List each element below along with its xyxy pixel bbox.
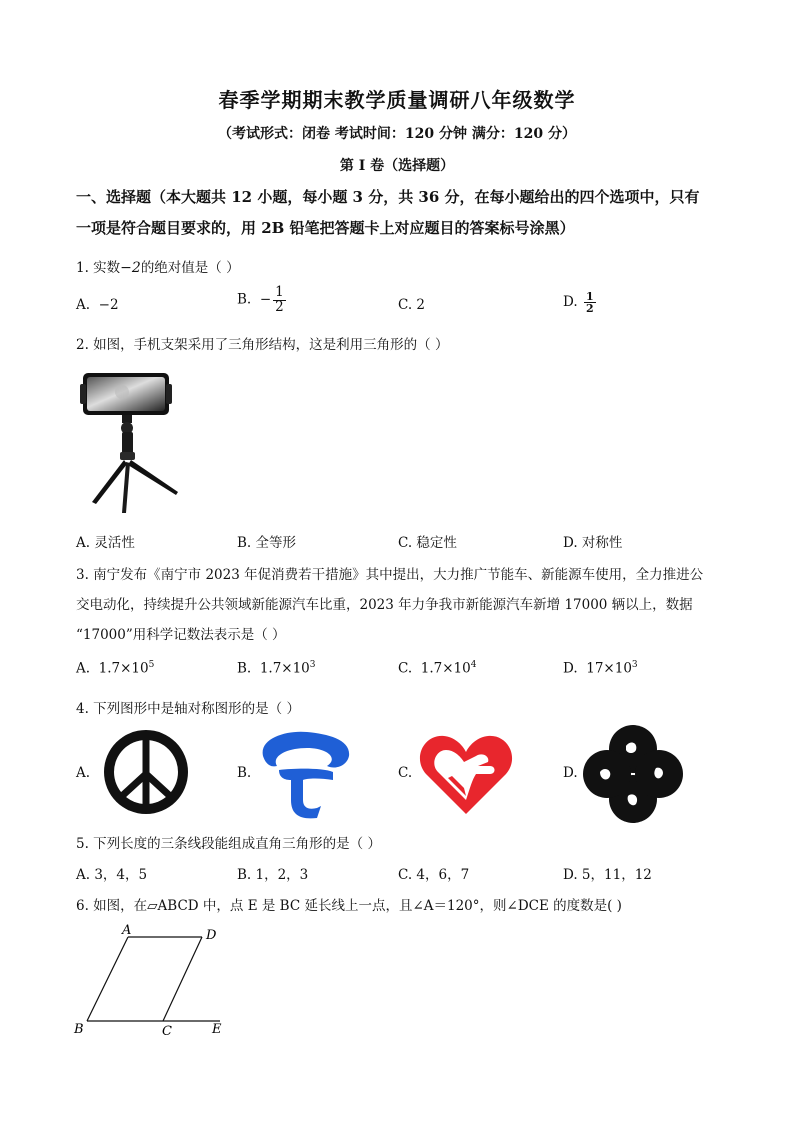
q3-option-c-label: C.	[398, 660, 413, 677]
four-lobed-knot-figure[interactable]	[582, 724, 684, 824]
volume-heading: 第 I 卷（选择题）	[339, 158, 455, 174]
q1-option-b-sign: −	[259, 291, 272, 308]
section-instruction-line1: 一、选择题（本大题共 12 小题，每小题 3 分，共 36 分，在每小题给出的四个选项中，只有	[76, 188, 700, 206]
q4-option-b-label[interactable]: B.	[237, 765, 252, 781]
question-3-line3: “17000”用科学记数法表示是（ ）	[76, 627, 286, 643]
peace-symbol-figure[interactable]	[102, 728, 190, 816]
q3-option-b[interactable]	[237, 660, 316, 677]
q3-option-a[interactable]	[76, 660, 154, 677]
telecom-logo-figure[interactable]	[257, 728, 353, 820]
q1-option-b-fraction	[273, 286, 286, 314]
q1-option-d-denominator: 2	[585, 302, 594, 315]
parallelogram-diagram	[70, 922, 240, 1038]
q1-option-a-label: A.	[76, 297, 91, 313]
q4-option-a-label[interactable]: A.	[76, 765, 91, 781]
q1-option-b-denominator: 2	[275, 298, 284, 315]
question-6: 6. 如图，在▱ABCD 中，点 E 是 BC 延长线上一点，且∠A＝120°，则∠DCE 的度数是( )	[76, 898, 622, 914]
q1-option-b-numerator: 1	[275, 284, 284, 300]
q3-option-d-label: D.	[563, 660, 578, 677]
q1-option-c[interactable]: C. 2	[398, 297, 426, 313]
section-instruction-line2: 一项是符合题目要求的，用 2B 铅笔把答题卡上对应题目的答案标号涂黑）	[76, 219, 575, 237]
q3-option-d-exponent: 3	[631, 660, 638, 670]
q1-option-d-fraction	[584, 291, 596, 314]
question-1	[76, 256, 240, 276]
q3-option-b-exponent: 3	[309, 660, 316, 670]
q1-option-b-label: B.	[237, 291, 252, 308]
q3-option-d-base: 17×10	[586, 660, 632, 677]
q2-option-b[interactable]: B. 全等形	[237, 535, 297, 551]
q1-number: −2	[120, 260, 141, 276]
q5-option-d[interactable]: D. 5，11，12	[563, 867, 652, 883]
q5-option-a[interactable]: A. 3，4，5	[76, 867, 148, 883]
segment-AB	[87, 937, 128, 1021]
q2-option-d[interactable]: D. 对称性	[563, 535, 623, 551]
question-5: 5. 下列长度的三条线段能组成直角三角形的是（ ）	[76, 836, 381, 852]
q3-option-a-base: 1.7×10	[98, 660, 149, 677]
label-E: E	[212, 1022, 222, 1037]
q1-option-a[interactable]	[76, 297, 119, 313]
q1-option-d-label: D.	[563, 294, 578, 310]
label-D: D	[206, 928, 217, 943]
q3-option-a-exponent: 5	[148, 660, 155, 670]
q3-option-b-base: 1.7×10	[259, 660, 310, 677]
q3-option-a-label: A.	[76, 660, 91, 677]
question-4: 4. 下列图形中是轴对称图形的是（ ）	[76, 701, 300, 717]
q2-option-c[interactable]: C. 稳定性	[398, 535, 457, 551]
q3-option-c-exponent: 4	[470, 660, 477, 670]
heart-hand-logo-figure[interactable]	[418, 730, 514, 816]
segment-DC	[163, 937, 202, 1021]
q1-text-post: 的绝对值是（ ）	[140, 260, 240, 276]
phone-tripod-image	[78, 368, 188, 516]
q4-option-c-label[interactable]: C.	[398, 765, 413, 781]
label-C: C	[162, 1024, 172, 1038]
q1-text-pre: 1. 实数	[76, 260, 121, 276]
exam-title: 春季学期期末教学质量调研八年级数学	[218, 88, 576, 112]
q2-option-a[interactable]: A. 灵活性	[76, 535, 135, 551]
q1-option-b[interactable]	[237, 286, 286, 314]
q3-option-c[interactable]	[398, 660, 476, 677]
q5-option-b[interactable]: B. 1，2，3	[237, 867, 309, 883]
q1-option-d-numerator: 1	[585, 290, 594, 303]
q3-option-c-base: 1.7×10	[420, 660, 471, 677]
q1-option-d[interactable]	[563, 291, 596, 314]
question-3-line2: 交电动化，持续提升公共领域新能源汽车比重，2023 年力争我市新能源汽车新增 17000 辆以上，数据	[76, 597, 693, 613]
exam-subtitle: （考试形式：闭卷 考试时间：120 分钟 满分：120 分）	[218, 126, 576, 142]
q4-option-d-label[interactable]: D.	[563, 765, 578, 781]
q3-option-b-label: B.	[237, 660, 252, 677]
label-A: A	[122, 923, 132, 938]
q1-option-a-value: −2	[98, 297, 119, 313]
q5-option-c[interactable]: C. 4，6，7	[398, 867, 470, 883]
label-B: B	[74, 1022, 84, 1037]
question-3-line1: 3. 南宁发布《南宁市 2023 年促消费若干措施》其中提出，大力推广节能车、新能源车使用，全力推进公	[76, 567, 704, 583]
question-2: 2. 如图，手机支架采用了三角形结构，这是利用三角形的（ ）	[76, 337, 449, 353]
q3-option-d[interactable]	[563, 660, 638, 677]
